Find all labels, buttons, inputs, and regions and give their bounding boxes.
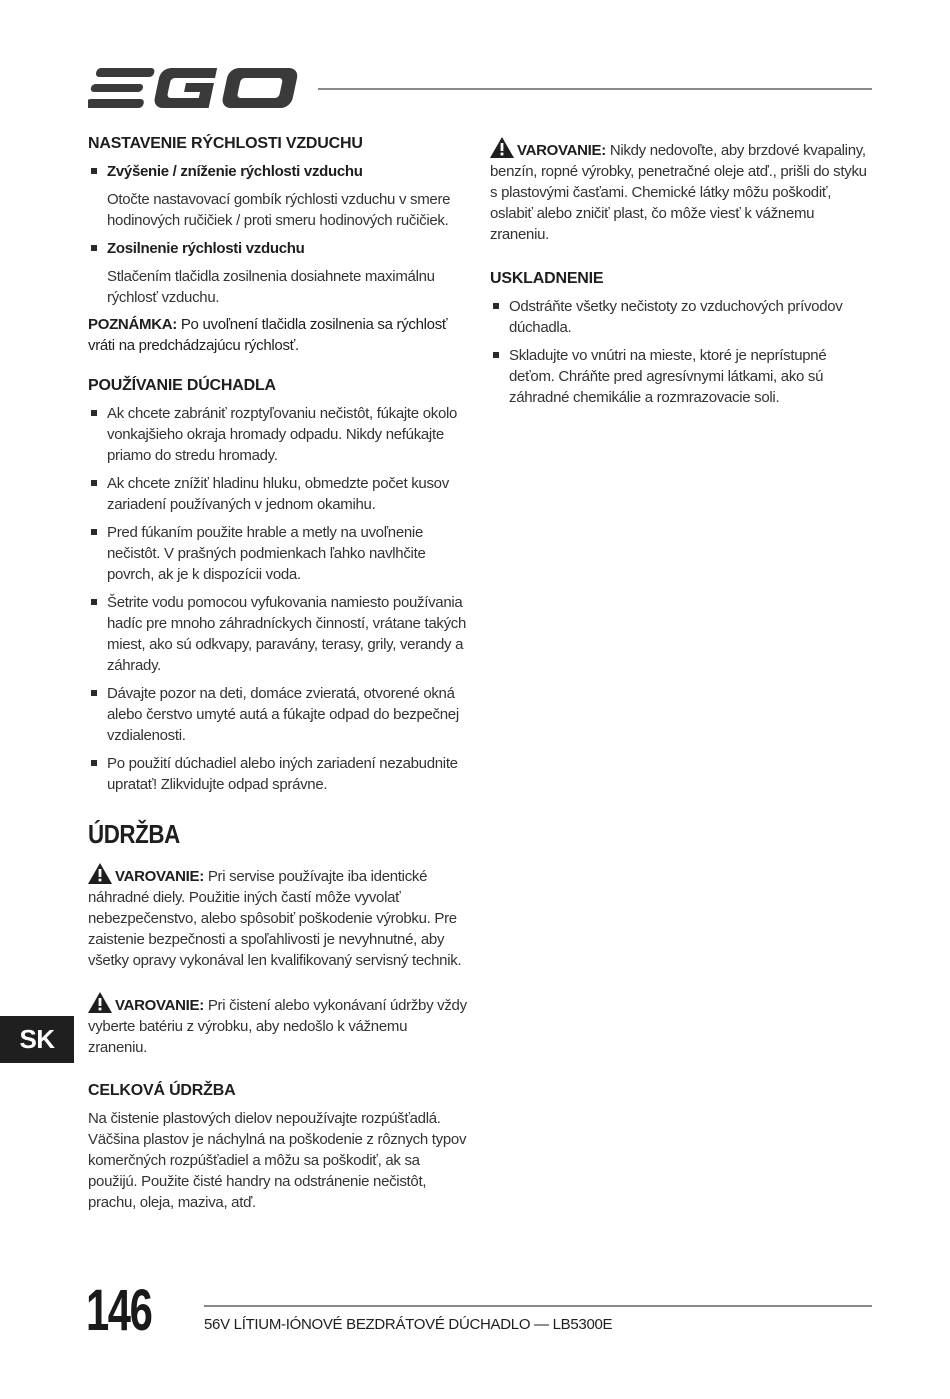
warning-label: VAROVANIE: [115, 997, 204, 1014]
footer-rule [204, 1305, 872, 1307]
list-item-text: Skladujte vo vnútri na mieste, ktoré je neprístupné deťom. Chráňte pred agresívnymi látkami, ako sú záhradné chemikálie a rozmrazovacie soli. [509, 347, 827, 406]
general-maintenance-text: Na čistenie plastových dielov nepoužívajte rozpúšťadlá. Väčšina plastov je náchylná na poškodenie z rôznych typov komerčných rozpúšťadiel a môžu sa poškodiť, ak sa použijú. Použite čisté handry na odstránenie nečistôt, prachu, oleja, maziva, atď. [88, 1110, 467, 1211]
list-item-text: Po použití dúchadiel alebo iných zariadení nezabudnite upratať! Zlikvidujte odpad správne. [107, 755, 458, 793]
ego-logo [88, 64, 298, 112]
right-column [490, 132, 870, 408]
section-heading-storage: USKLADNENIE [490, 270, 604, 287]
note [88, 314, 468, 356]
bullet-square-icon [91, 760, 97, 766]
warning-text: Pri servise používajte iba identické náhradné diely. Použitie iných častí môže vyvolať nebezpečenstvo, alebo spôsobiť poškodenie výrobku. Pre zaistenie bezpečnosti a spoľahlivosti je nevyhnutné, aby všetky opravy vykonával len kvalifikovaný servisný technik. [88, 868, 462, 969]
section-heading-general-maintenance: CELKOVÁ ÚDRŽBA [88, 1082, 236, 1099]
bullet-square-icon [493, 303, 499, 309]
warning-triangle-icon [88, 863, 112, 884]
item-body: Otočte nastavovací gombík rýchlosti vzduchu v smere hodinových ručičiek / proti smeru hodinových ručičiek. [107, 191, 451, 229]
storage-list [490, 296, 870, 408]
list-item [88, 161, 468, 182]
warning-block [88, 863, 468, 971]
footer-title: 56V LÍTIUM-IÓNOVÉ BEZDRÁTOVÉ DÚCHADLO — LB5300E [204, 1316, 613, 1333]
list-item [88, 238, 468, 259]
list-item [88, 522, 468, 585]
section-heading-usage: POUŽÍVANIE DÚCHADLA [88, 377, 276, 394]
warning-block [88, 992, 468, 1058]
list-item-text: Pred fúkaním použite hrable a metly na uvoľnenie nečistôt. V prašných podmienkach ľahko navlhčite povrch, ak je k dispozícii voda. [107, 524, 426, 583]
list-item-text: Ak chcete znížiť hladinu hluku, obmedzte počet kusov zariadení používaných v jednom okamihu. [107, 475, 449, 513]
bullet-square-icon [91, 245, 97, 251]
list-item-text: Šetrite vodu pomocou vyfukovania namiesto používania hadíc pre mnoho záhradníckych činností, vrátane takých miest, ako sú odkvapy, paravány, terasy, grily, verandy a záhrady. [107, 594, 467, 674]
bullet-square-icon [91, 410, 97, 416]
warning-label: VAROVANIE: [115, 868, 204, 885]
list-item [88, 683, 468, 746]
list-item [88, 403, 468, 466]
list-item [88, 473, 468, 515]
item-body: Stlačením tlačidla zosilnenia dosiahnete maximálnu rýchlosť vzduchu. [107, 268, 435, 306]
note-text: Po uvoľnení tlačidla zosilnenia sa rýchlosť vráti na predchádzajúcu rýchlosť. [88, 316, 448, 354]
bullet-square-icon [91, 529, 97, 535]
page-number: 146 [86, 1278, 152, 1343]
usage-list [88, 403, 468, 795]
bullet-square-icon [493, 352, 499, 358]
section-heading-air-speed: NASTAVENIE RÝCHLOSTI VZDUCHU [88, 135, 363, 152]
warning-triangle-icon [490, 137, 514, 158]
list-item [490, 296, 870, 338]
list-item-text: Ak chcete zabrániť rozptyľovaniu nečistôt, fúkajte okolo vonkajšieho okraja hromady odpadu. Nikdy nefúkajte priamo do stredu hromady. [107, 405, 458, 464]
warning-block [490, 137, 870, 245]
warning-label: VAROVANIE: [517, 142, 606, 159]
item-title: Zvýšenie / zníženie rýchlosti vzduchu [107, 163, 363, 180]
warning-text: Nikdy nedovoľte, aby brzdové kvapaliny, benzín, ropné výrobky, penetračné oleje atď., prišli do styku s plastovými časťami. Chemické látky môžu poškodiť, oslabiť alebo zničiť plast, čo môže viesť k vážnemu zraneniu. [490, 142, 867, 243]
bullet-square-icon [91, 168, 97, 174]
svg-text:EGO: EGO [88, 64, 91, 65]
list-item [88, 753, 468, 795]
note-label: POZNÁMKA: [88, 316, 177, 333]
language-tab-label: SK [19, 1024, 55, 1054]
section-heading-maintenance: ÚDRŽBA [88, 819, 180, 849]
warning-triangle-icon [88, 992, 112, 1013]
list-item-text: Odstráňte všetky nečistoty zo vzduchových prívodov dúchadla. [509, 298, 843, 336]
item-title: Zosilnenie rýchlosti vzduchu [107, 240, 305, 257]
list-item-text: Dávajte pozor na deti, domáce zvieratá, otvorené okná alebo čerstvo umyté autá a fúkajte odpad do bezpečnej vzdialenosti. [107, 685, 459, 744]
header-rule [318, 88, 872, 90]
bullet-square-icon [91, 690, 97, 696]
bullet-square-icon [91, 599, 97, 605]
warning-text: Pri čistení alebo vykonávaní údržby vždy vyberte batériu z výrobku, aby nedošlo k vážnemu zraneniu. [88, 997, 467, 1056]
left-column [88, 132, 468, 1213]
list-item [490, 345, 870, 408]
list-item [88, 592, 468, 676]
bullet-square-icon [91, 480, 97, 486]
